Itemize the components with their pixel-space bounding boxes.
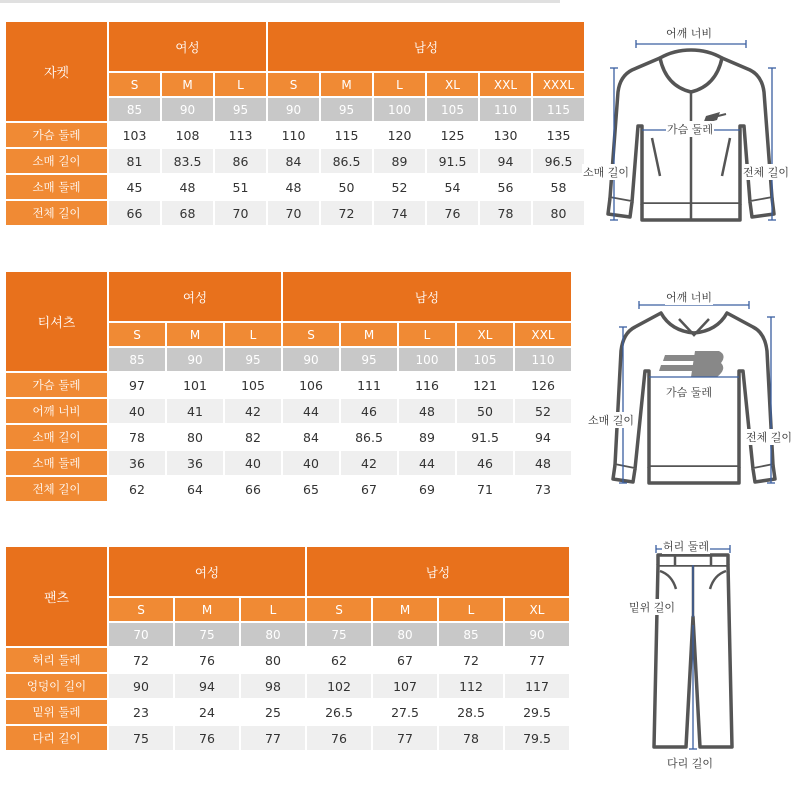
table-row <box>6 201 584 225</box>
table-cell: 107 <box>373 674 437 698</box>
table-cell: 40 <box>109 399 165 423</box>
chest-label: 가슴 둘레 <box>666 386 713 399</box>
size-number: 90 <box>268 98 319 121</box>
table-cell: 46 <box>341 399 397 423</box>
table-cell: 76 <box>427 201 478 225</box>
table-cell: 62 <box>307 648 371 672</box>
tshirt-measurement-diagram <box>585 285 800 490</box>
table-row <box>6 700 569 724</box>
row-label: 소매 둘레 <box>6 175 107 199</box>
size-header: M <box>162 73 213 96</box>
table-cell: 115 <box>321 123 372 147</box>
tshirt-size-table <box>4 270 573 503</box>
size-header: S <box>109 323 165 346</box>
size-number: 110 <box>515 348 571 371</box>
size-number: 95 <box>215 98 266 121</box>
table-cell: 58 <box>533 175 584 199</box>
table-cell: 73 <box>515 477 571 501</box>
row-label: 엉덩이 길이 <box>6 674 107 698</box>
table-cell: 52 <box>515 399 571 423</box>
row-label: 밑위 둘레 <box>6 700 107 724</box>
shoulder-width-label: 어깨 너비 <box>666 27 713 40</box>
table-cell: 106 <box>283 373 339 397</box>
table-cell: 80 <box>167 425 223 449</box>
row-label: 다리 길이 <box>6 726 107 750</box>
size-number: 85 <box>109 98 160 121</box>
size-number: 70 <box>109 623 173 646</box>
table-cell: 94 <box>515 425 571 449</box>
table-cell: 86.5 <box>321 149 372 173</box>
table-cell: 67 <box>373 648 437 672</box>
table-row <box>6 726 569 750</box>
size-number: 90 <box>167 348 223 371</box>
table-cell: 76 <box>307 726 371 750</box>
jacket-measurement-diagram <box>580 20 800 240</box>
table-cell: 77 <box>373 726 437 750</box>
row-label: 허리 둘레 <box>6 648 107 672</box>
table-cell: 84 <box>283 425 339 449</box>
table-cell: 86 <box>215 149 266 173</box>
table-cell: 130 <box>480 123 531 147</box>
table-cell: 96.5 <box>533 149 584 173</box>
table-cell: 82 <box>225 425 281 449</box>
table-cell: 101 <box>167 373 223 397</box>
table-cell: 110 <box>268 123 319 147</box>
table-row <box>6 175 584 199</box>
table-cell: 77 <box>241 726 305 750</box>
size-header: S <box>109 598 173 621</box>
top-divider <box>0 0 560 3</box>
table-cell: 72 <box>439 648 503 672</box>
table-cell: 36 <box>167 451 223 475</box>
table-cell: 91.5 <box>457 425 513 449</box>
table-cell: 72 <box>109 648 173 672</box>
size-header: XXXL <box>533 73 584 96</box>
size-header: XL <box>457 323 513 346</box>
size-header: L <box>439 598 503 621</box>
size-header: S <box>283 323 339 346</box>
size-number: 90 <box>505 623 569 646</box>
size-header: L <box>215 73 266 96</box>
table-cell: 42 <box>341 451 397 475</box>
size-number: 75 <box>307 623 371 646</box>
row-label: 소매 길이 <box>6 149 107 173</box>
size-header: M <box>175 598 239 621</box>
rise-label: 밑위 길이 <box>629 601 676 614</box>
row-label: 전체 길이 <box>6 201 107 225</box>
table-cell: 42 <box>225 399 281 423</box>
table-title: 팬츠 <box>6 547 107 646</box>
table-row <box>6 648 569 672</box>
table-cell: 76 <box>175 648 239 672</box>
table-cell: 113 <box>215 123 266 147</box>
table-cell: 29.5 <box>505 700 569 724</box>
table-cell: 36 <box>109 451 165 475</box>
shoulder-width-label: 어깨 너비 <box>666 291 713 304</box>
size-number: 85 <box>109 348 165 371</box>
table-cell: 26.5 <box>307 700 371 724</box>
table-cell: 28.5 <box>439 700 503 724</box>
size-number: 90 <box>162 98 213 121</box>
table-row <box>6 373 571 397</box>
table-cell: 48 <box>515 451 571 475</box>
table-cell: 81 <box>109 149 160 173</box>
table-cell: 48 <box>399 399 455 423</box>
table-cell: 72 <box>321 201 372 225</box>
total-length-label: 전체 길이 <box>743 166 790 179</box>
size-number: 80 <box>241 623 305 646</box>
size-header: XL <box>505 598 569 621</box>
table-cell: 86.5 <box>341 425 397 449</box>
table-cell: 91.5 <box>427 149 478 173</box>
table-cell: 111 <box>341 373 397 397</box>
table-cell: 120 <box>374 123 425 147</box>
table-row <box>6 123 584 147</box>
table-cell: 78 <box>480 201 531 225</box>
row-label: 전체 길이 <box>6 477 107 501</box>
table-cell: 48 <box>268 175 319 199</box>
size-header: XXL <box>480 73 531 96</box>
pants-size-table <box>4 545 571 752</box>
size-header: M <box>373 598 437 621</box>
total-length-label: 전체 길이 <box>746 431 793 444</box>
table-cell: 51 <box>215 175 266 199</box>
size-number: 105 <box>427 98 478 121</box>
table-cell: 50 <box>321 175 372 199</box>
table-cell: 89 <box>374 149 425 173</box>
size-number: 100 <box>399 348 455 371</box>
size-header: L <box>241 598 305 621</box>
size-number: 95 <box>341 348 397 371</box>
table-cell: 45 <box>109 175 160 199</box>
table-cell: 117 <box>505 674 569 698</box>
table-cell: 125 <box>427 123 478 147</box>
table-cell: 67 <box>341 477 397 501</box>
group-header-women: 여성 <box>109 272 281 321</box>
table-cell: 80 <box>241 648 305 672</box>
row-label: 가슴 둘레 <box>6 123 107 147</box>
leg-length-label: 다리 길이 <box>667 757 714 770</box>
table-title: 티셔츠 <box>6 272 107 371</box>
pants-illustration <box>620 535 760 775</box>
size-number: 95 <box>321 98 372 121</box>
table-cell: 48 <box>162 175 213 199</box>
size-header: XL <box>427 73 478 96</box>
table-cell: 54 <box>427 175 478 199</box>
size-header: S <box>268 73 319 96</box>
table-cell: 74 <box>374 201 425 225</box>
table-cell: 79.5 <box>505 726 569 750</box>
group-header-men: 남성 <box>307 547 569 596</box>
size-header: S <box>109 73 160 96</box>
size-number: 115 <box>533 98 584 121</box>
table-cell: 62 <box>109 477 165 501</box>
size-header: M <box>167 323 223 346</box>
table-cell: 76 <box>175 726 239 750</box>
table-cell: 52 <box>374 175 425 199</box>
table-cell: 65 <box>283 477 339 501</box>
size-number: 85 <box>439 623 503 646</box>
table-cell: 75 <box>109 726 173 750</box>
table-cell: 68 <box>162 201 213 225</box>
table-row <box>6 399 571 423</box>
table-cell: 84 <box>268 149 319 173</box>
table-row <box>6 425 571 449</box>
size-header: S <box>307 598 371 621</box>
size-header: L <box>399 323 455 346</box>
table-cell: 80 <box>533 201 584 225</box>
table-cell: 89 <box>399 425 455 449</box>
table-cell: 25 <box>241 700 305 724</box>
row-label: 소매 길이 <box>6 425 107 449</box>
table-cell: 90 <box>109 674 173 698</box>
table-cell: 78 <box>439 726 503 750</box>
table-cell: 103 <box>109 123 160 147</box>
table-row <box>6 477 571 501</box>
table-title: 자켓 <box>6 22 107 121</box>
table-cell: 44 <box>399 451 455 475</box>
table-cell: 44 <box>283 399 339 423</box>
size-header: M <box>341 323 397 346</box>
table-cell: 69 <box>399 477 455 501</box>
table-cell: 112 <box>439 674 503 698</box>
table-cell: 77 <box>505 648 569 672</box>
table-cell: 64 <box>167 477 223 501</box>
table-cell: 70 <box>215 201 266 225</box>
table-cell: 105 <box>225 373 281 397</box>
table-row <box>6 149 584 173</box>
table-row <box>6 451 571 475</box>
table-cell: 94 <box>175 674 239 698</box>
table-cell: 56 <box>480 175 531 199</box>
table-cell: 66 <box>225 477 281 501</box>
table-cell: 23 <box>109 700 173 724</box>
table-cell: 71 <box>457 477 513 501</box>
table-cell: 98 <box>241 674 305 698</box>
size-header: L <box>374 73 425 96</box>
table-cell: 116 <box>399 373 455 397</box>
chest-label: 가슴 둘레 <box>667 123 714 136</box>
table-row <box>6 674 569 698</box>
group-header-women: 여성 <box>109 22 266 71</box>
size-number: 80 <box>373 623 437 646</box>
jacket-size-table <box>4 20 586 227</box>
size-number: 100 <box>374 98 425 121</box>
table-cell: 40 <box>283 451 339 475</box>
waist-label: 허리 둘레 <box>663 540 710 553</box>
sleeve-length-label: 소매 길이 <box>583 166 630 179</box>
table-cell: 97 <box>109 373 165 397</box>
table-cell: 121 <box>457 373 513 397</box>
size-number: 95 <box>225 348 281 371</box>
table-cell: 102 <box>307 674 371 698</box>
table-cell: 40 <box>225 451 281 475</box>
table-cell: 24 <box>175 700 239 724</box>
size-number: 110 <box>480 98 531 121</box>
pants-measurement-diagram <box>620 535 760 775</box>
row-label: 어깨 너비 <box>6 399 107 423</box>
table-cell: 126 <box>515 373 571 397</box>
size-number: 105 <box>457 348 513 371</box>
table-cell: 41 <box>167 399 223 423</box>
table-cell: 108 <box>162 123 213 147</box>
size-number: 90 <box>283 348 339 371</box>
table-cell: 94 <box>480 149 531 173</box>
group-header-men: 남성 <box>268 22 584 71</box>
sleeve-length-label: 소매 길이 <box>588 414 635 427</box>
table-cell: 83.5 <box>162 149 213 173</box>
table-cell: 78 <box>109 425 165 449</box>
group-header-women: 여성 <box>109 547 305 596</box>
row-label: 소매 둘레 <box>6 451 107 475</box>
table-cell: 66 <box>109 201 160 225</box>
table-cell: 46 <box>457 451 513 475</box>
table-cell: 70 <box>268 201 319 225</box>
size-header: L <box>225 323 281 346</box>
table-cell: 135 <box>533 123 584 147</box>
size-header: M <box>321 73 372 96</box>
size-header: XXL <box>515 323 571 346</box>
group-header-men: 남성 <box>283 272 571 321</box>
row-label: 가슴 둘레 <box>6 373 107 397</box>
table-cell: 27.5 <box>373 700 437 724</box>
table-cell: 50 <box>457 399 513 423</box>
size-number: 75 <box>175 623 239 646</box>
